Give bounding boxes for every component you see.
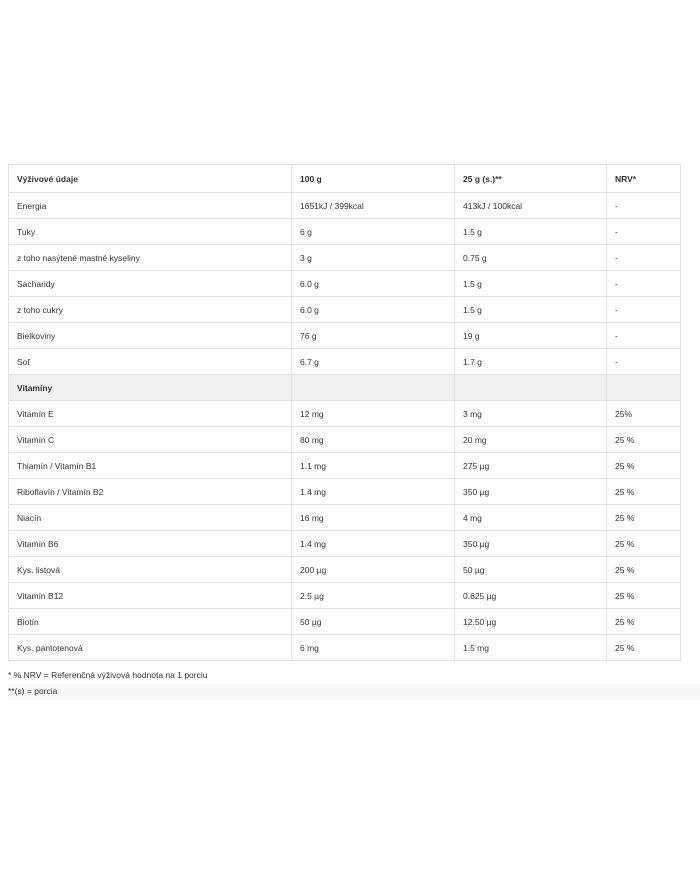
value-per-100g: 1651kJ / 399kcal <box>292 193 455 219</box>
value-nrv: 25 % <box>607 453 681 479</box>
value-nrv: 25 % <box>607 557 681 583</box>
value-per-100g: 1.1 mg <box>292 453 455 479</box>
value-nrv: 25 % <box>607 505 681 531</box>
table-header-row <box>9 165 681 193</box>
vitamins-section-label: Vitamíny <box>9 375 292 401</box>
section-empty-cell <box>292 375 455 401</box>
nutrient-name: z toho nasýtené mastné kyseliny <box>9 245 292 271</box>
table-row <box>9 271 681 297</box>
value-nrv: 25 % <box>607 583 681 609</box>
value-nrv: 25 % <box>607 531 681 557</box>
value-nrv: 25 % <box>607 479 681 505</box>
nutrient-name: z toho cukry <box>9 297 292 323</box>
value-per-serving: 1.5 mg <box>455 635 607 661</box>
table-row <box>9 531 681 557</box>
footnote-nrv: * % NRV = Referenčná výživová hodnota na 1 porciu <box>8 670 208 680</box>
value-nrv: - <box>607 297 681 323</box>
value-nrv: - <box>607 323 681 349</box>
nutrient-name: Vitamín B12 <box>9 583 292 609</box>
value-per-100g: 76 g <box>292 323 455 349</box>
nutrition-table <box>8 164 681 661</box>
value-per-100g: 2.5 µg <box>292 583 455 609</box>
table-row <box>9 479 681 505</box>
table-row <box>9 401 681 427</box>
value-per-serving: 0.75 g <box>455 245 607 271</box>
value-per-100g: 6 mg <box>292 635 455 661</box>
table-row <box>9 557 681 583</box>
value-per-serving: 1.5 g <box>455 219 607 245</box>
nutrient-name: Tuky <box>9 219 292 245</box>
nutrient-name: Thiamín / Vitamín B1 <box>9 453 292 479</box>
value-nrv: 25 % <box>607 609 681 635</box>
value-per-100g: 12 mg <box>292 401 455 427</box>
value-per-serving: 19 g <box>455 323 607 349</box>
nutrient-name: Biotín <box>9 609 292 635</box>
nutrient-name: Vitamín C <box>9 427 292 453</box>
table-row <box>9 193 681 219</box>
table-row <box>9 505 681 531</box>
table-row <box>9 609 681 635</box>
nutrient-name: Kys. pantotenová <box>9 635 292 661</box>
value-per-100g: 6.0 g <box>292 271 455 297</box>
value-per-100g: 16 mg <box>292 505 455 531</box>
nutrient-name: Energia <box>9 193 292 219</box>
value-per-100g: 80 mg <box>292 427 455 453</box>
value-per-serving: 350 µg <box>455 531 607 557</box>
value-nrv: - <box>607 193 681 219</box>
value-nrv: - <box>607 245 681 271</box>
footnote-portion: **(s) = porcia <box>8 684 700 700</box>
nutrient-name: Bielkoviny <box>9 323 292 349</box>
value-per-serving: 350 µg <box>455 479 607 505</box>
section-empty-cell <box>607 375 681 401</box>
value-per-100g: 1.4 mg <box>292 479 455 505</box>
value-per-serving: 1.7 g <box>455 349 607 375</box>
nutrient-name: Sacharidy <box>9 271 292 297</box>
nutrition-table-container <box>8 164 680 661</box>
footnotes <box>8 668 700 700</box>
value-per-serving: 1.5 g <box>455 297 607 323</box>
value-per-serving: 413kJ / 100kcal <box>455 193 607 219</box>
value-per-100g: 3 g <box>292 245 455 271</box>
value-per-serving: 0.625 µg <box>455 583 607 609</box>
table-row <box>9 297 681 323</box>
vitamins-section-row <box>9 375 681 401</box>
nutrient-name: Niacín <box>9 505 292 531</box>
table-row <box>9 453 681 479</box>
header-per-100g: 100 g <box>292 165 455 193</box>
table-row <box>9 245 681 271</box>
value-nrv: - <box>607 271 681 297</box>
table-row <box>9 323 681 349</box>
table-row <box>9 349 681 375</box>
header-nutrient: Výživové údaje <box>9 165 292 193</box>
value-nrv: - <box>607 349 681 375</box>
table-row <box>9 427 681 453</box>
value-nrv: 25% <box>607 401 681 427</box>
value-per-100g: 6.7 g <box>292 349 455 375</box>
value-per-serving: 3 mg <box>455 401 607 427</box>
value-per-serving: 4 mg <box>455 505 607 531</box>
value-per-100g: 200 µg <box>292 557 455 583</box>
value-nrv: 25 % <box>607 427 681 453</box>
nutrient-name: Riboflavín / Vitamín B2 <box>9 479 292 505</box>
value-per-100g: 50 µg <box>292 609 455 635</box>
value-per-serving: 12.50 µg <box>455 609 607 635</box>
value-per-100g: 6 g <box>292 219 455 245</box>
header-nrv: NRV* <box>607 165 681 193</box>
header-per-serving: 25 g (s.)** <box>455 165 607 193</box>
value-nrv: - <box>607 219 681 245</box>
nutrient-name: Vitamín E <box>9 401 292 427</box>
table-row <box>9 219 681 245</box>
nutrient-name: Soľ <box>9 349 292 375</box>
value-per-serving: 1.5 g <box>455 271 607 297</box>
value-per-100g: 6.0 g <box>292 297 455 323</box>
value-per-serving: 275 µg <box>455 453 607 479</box>
section-empty-cell <box>455 375 607 401</box>
nutrient-name: Vitamín B6 <box>9 531 292 557</box>
value-per-serving: 50 µg <box>455 557 607 583</box>
table-row <box>9 583 681 609</box>
value-nrv: 25 % <box>607 635 681 661</box>
value-per-serving: 20 mg <box>455 427 607 453</box>
value-per-100g: 1.4 mg <box>292 531 455 557</box>
nutrient-name: Kys. listová <box>9 557 292 583</box>
table-row <box>9 635 681 661</box>
